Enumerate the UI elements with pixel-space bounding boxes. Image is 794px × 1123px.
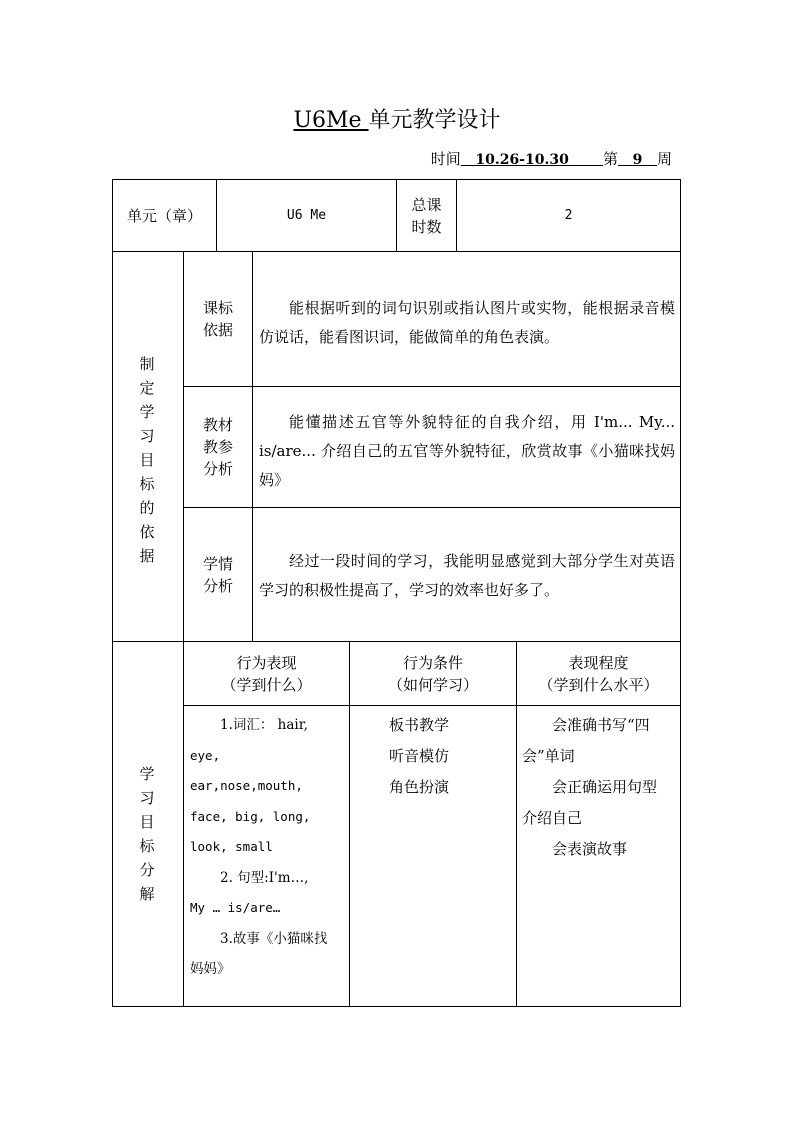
- document-title: [0, 103, 794, 134]
- objectives-section-char: 标: [139, 837, 155, 855]
- time-value: 10.26-10.30: [475, 152, 569, 168]
- week-suffix: 周: [656, 150, 672, 168]
- header-behavior: 行为表现 （学到什么）: [221, 653, 312, 694]
- condition-item: 听音模仿: [389, 747, 450, 765]
- objectives-section-char: 习: [139, 789, 155, 807]
- behavior-line: look, small: [190, 839, 273, 854]
- header-condition: 行为条件 （如何学习）: [387, 653, 478, 694]
- time-label: 时间: [430, 150, 461, 168]
- behavior-list: [190, 710, 342, 985]
- basis-label-textbook: 教材 教参 分析: [202, 416, 233, 478]
- level-line: 会表演故事: [552, 840, 628, 858]
- level-line: 会”单词: [522, 747, 575, 765]
- time-week-line: [431, 148, 672, 169]
- level-line: 会正确运用句型: [552, 778, 658, 796]
- level-line: 介绍自己: [522, 809, 583, 827]
- basis-section-char: 据: [139, 547, 155, 565]
- basis-section-char: 学: [139, 403, 155, 421]
- basis-label-learner: 学情 分析: [202, 554, 233, 595]
- week-value: 9: [632, 152, 643, 168]
- week-prefix: 第: [602, 150, 618, 168]
- behavior-line: 3.故事《小猫咪找: [220, 930, 328, 947]
- behavior-line: 2. 句型:I'm…,: [220, 869, 309, 886]
- unit-label: 单元（章）: [126, 207, 202, 225]
- basis-text-textbook: 能懂描述五官等外貌特征的自我介绍，用 I'm... My... is/are... 介绍自己的五官等外貌特征，欣赏故事《小猫咪找妈妈》: [259, 413, 675, 489]
- condition-item: 板书教学: [389, 716, 450, 734]
- basis-label-standard: 课标 依据: [202, 299, 233, 339]
- basis-text-learner: 经过一段时间的学习，我能明显感觉到大部分学生对英语学习的积极性提高了，学习的效率也好多了。: [259, 552, 675, 599]
- behavior-line: eye,: [190, 747, 221, 763]
- condition-list: [389, 710, 509, 803]
- basis-section-char: 标: [139, 475, 155, 493]
- basis-section-char: 定: [139, 379, 155, 397]
- behavior-line: My … is/are…: [190, 900, 281, 915]
- unit-value: U6 Me: [286, 208, 327, 223]
- title-unit: U6Me: [293, 108, 369, 133]
- behavior-line: 妈妈》: [190, 961, 231, 977]
- basis-section-char: 目: [139, 451, 155, 469]
- behavior-line: ear,nose,mouth,: [190, 778, 303, 793]
- total-hours-value: 2: [564, 208, 573, 223]
- level-list: [522, 710, 677, 865]
- basis-section-char: 习: [139, 427, 155, 445]
- header-level: 表现程度 （学到什么水平）: [538, 653, 659, 694]
- objectives-section-label: [137, 762, 157, 906]
- objectives-section-char: 分: [139, 861, 155, 879]
- objectives-section-char: 目: [139, 813, 155, 831]
- basis-section-char: 的: [139, 499, 155, 517]
- objectives-section-char: 学: [139, 765, 155, 783]
- basis-section-char: 依: [139, 523, 155, 541]
- condition-item: 角色扮演: [389, 778, 450, 796]
- basis-text-standard: 能根据听到的词句识别或指认图片或实物，能根据录音模仿说话，能看图识词，能做简单的角色表演。: [259, 299, 675, 346]
- basis-section-char: 制: [139, 355, 155, 373]
- title-text: 单元教学设计: [368, 108, 501, 133]
- basis-section-label: [137, 352, 157, 568]
- objectives-section-char: 解: [139, 885, 155, 903]
- total-hours-label: 总课 时数: [411, 195, 442, 236]
- behavior-line: 1.词汇： hair,: [220, 717, 308, 733]
- level-line: 会准确书写“四: [552, 716, 650, 734]
- behavior-line: face, big, long,: [190, 808, 311, 824]
